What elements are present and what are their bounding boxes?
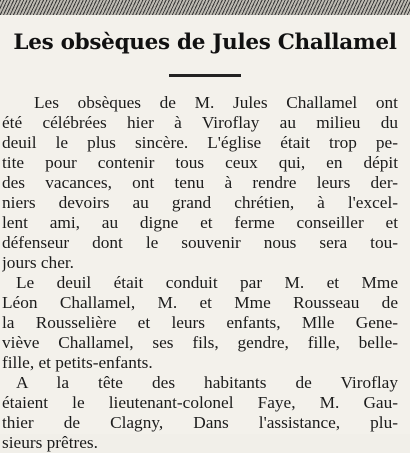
top-border-rule <box>0 0 410 15</box>
body-line: défenseur dont le souvenir nous sera tou- <box>2 233 398 252</box>
body-line: Léon Challamel, M. et Mme Rousseau de <box>2 293 398 312</box>
body-line: niers devoirs au grand chrétien, à l'excel- <box>2 193 398 212</box>
article-body <box>2 93 398 453</box>
article-headline: Les obsèques de Jules Challamel <box>13 30 397 55</box>
body-line: tite pour contenir tous ceux qui, en dépit <box>2 153 398 172</box>
title-separator-rule <box>169 74 241 77</box>
body-line: Les obsèques de M. Jules Challamel ont <box>34 93 398 112</box>
body-line: des vacances, ont tenu à rendre leurs der- <box>2 173 398 192</box>
body-line: jours cher. <box>2 253 74 272</box>
body-line: A la tête des habitants de Viroflay <box>16 373 398 392</box>
body-line: lent ami, au digne et ferme conseiller et <box>2 213 398 232</box>
body-line: deuil le plus sincère. L'église était trop pe- <box>2 133 398 152</box>
body-line: étaient le lieutenant-colonel Faye, M. Gau- <box>2 393 398 412</box>
body-line: Le deuil était conduit par M. et Mme <box>16 273 398 292</box>
body-line: été célébrées hier à Viroflay au milieu du <box>2 113 398 132</box>
body-line: thier de Clagny, Dans l'assistance, plu- <box>2 413 398 432</box>
body-line: viève Challamel, ses fils, gendre, fille, belle- <box>2 333 398 352</box>
body-line: sieurs prêtres. <box>2 433 98 452</box>
body-line: la Rousselière et leurs enfants, Mlle Gene- <box>2 313 398 332</box>
body-line: fille, et petits-enfants. <box>2 353 153 372</box>
